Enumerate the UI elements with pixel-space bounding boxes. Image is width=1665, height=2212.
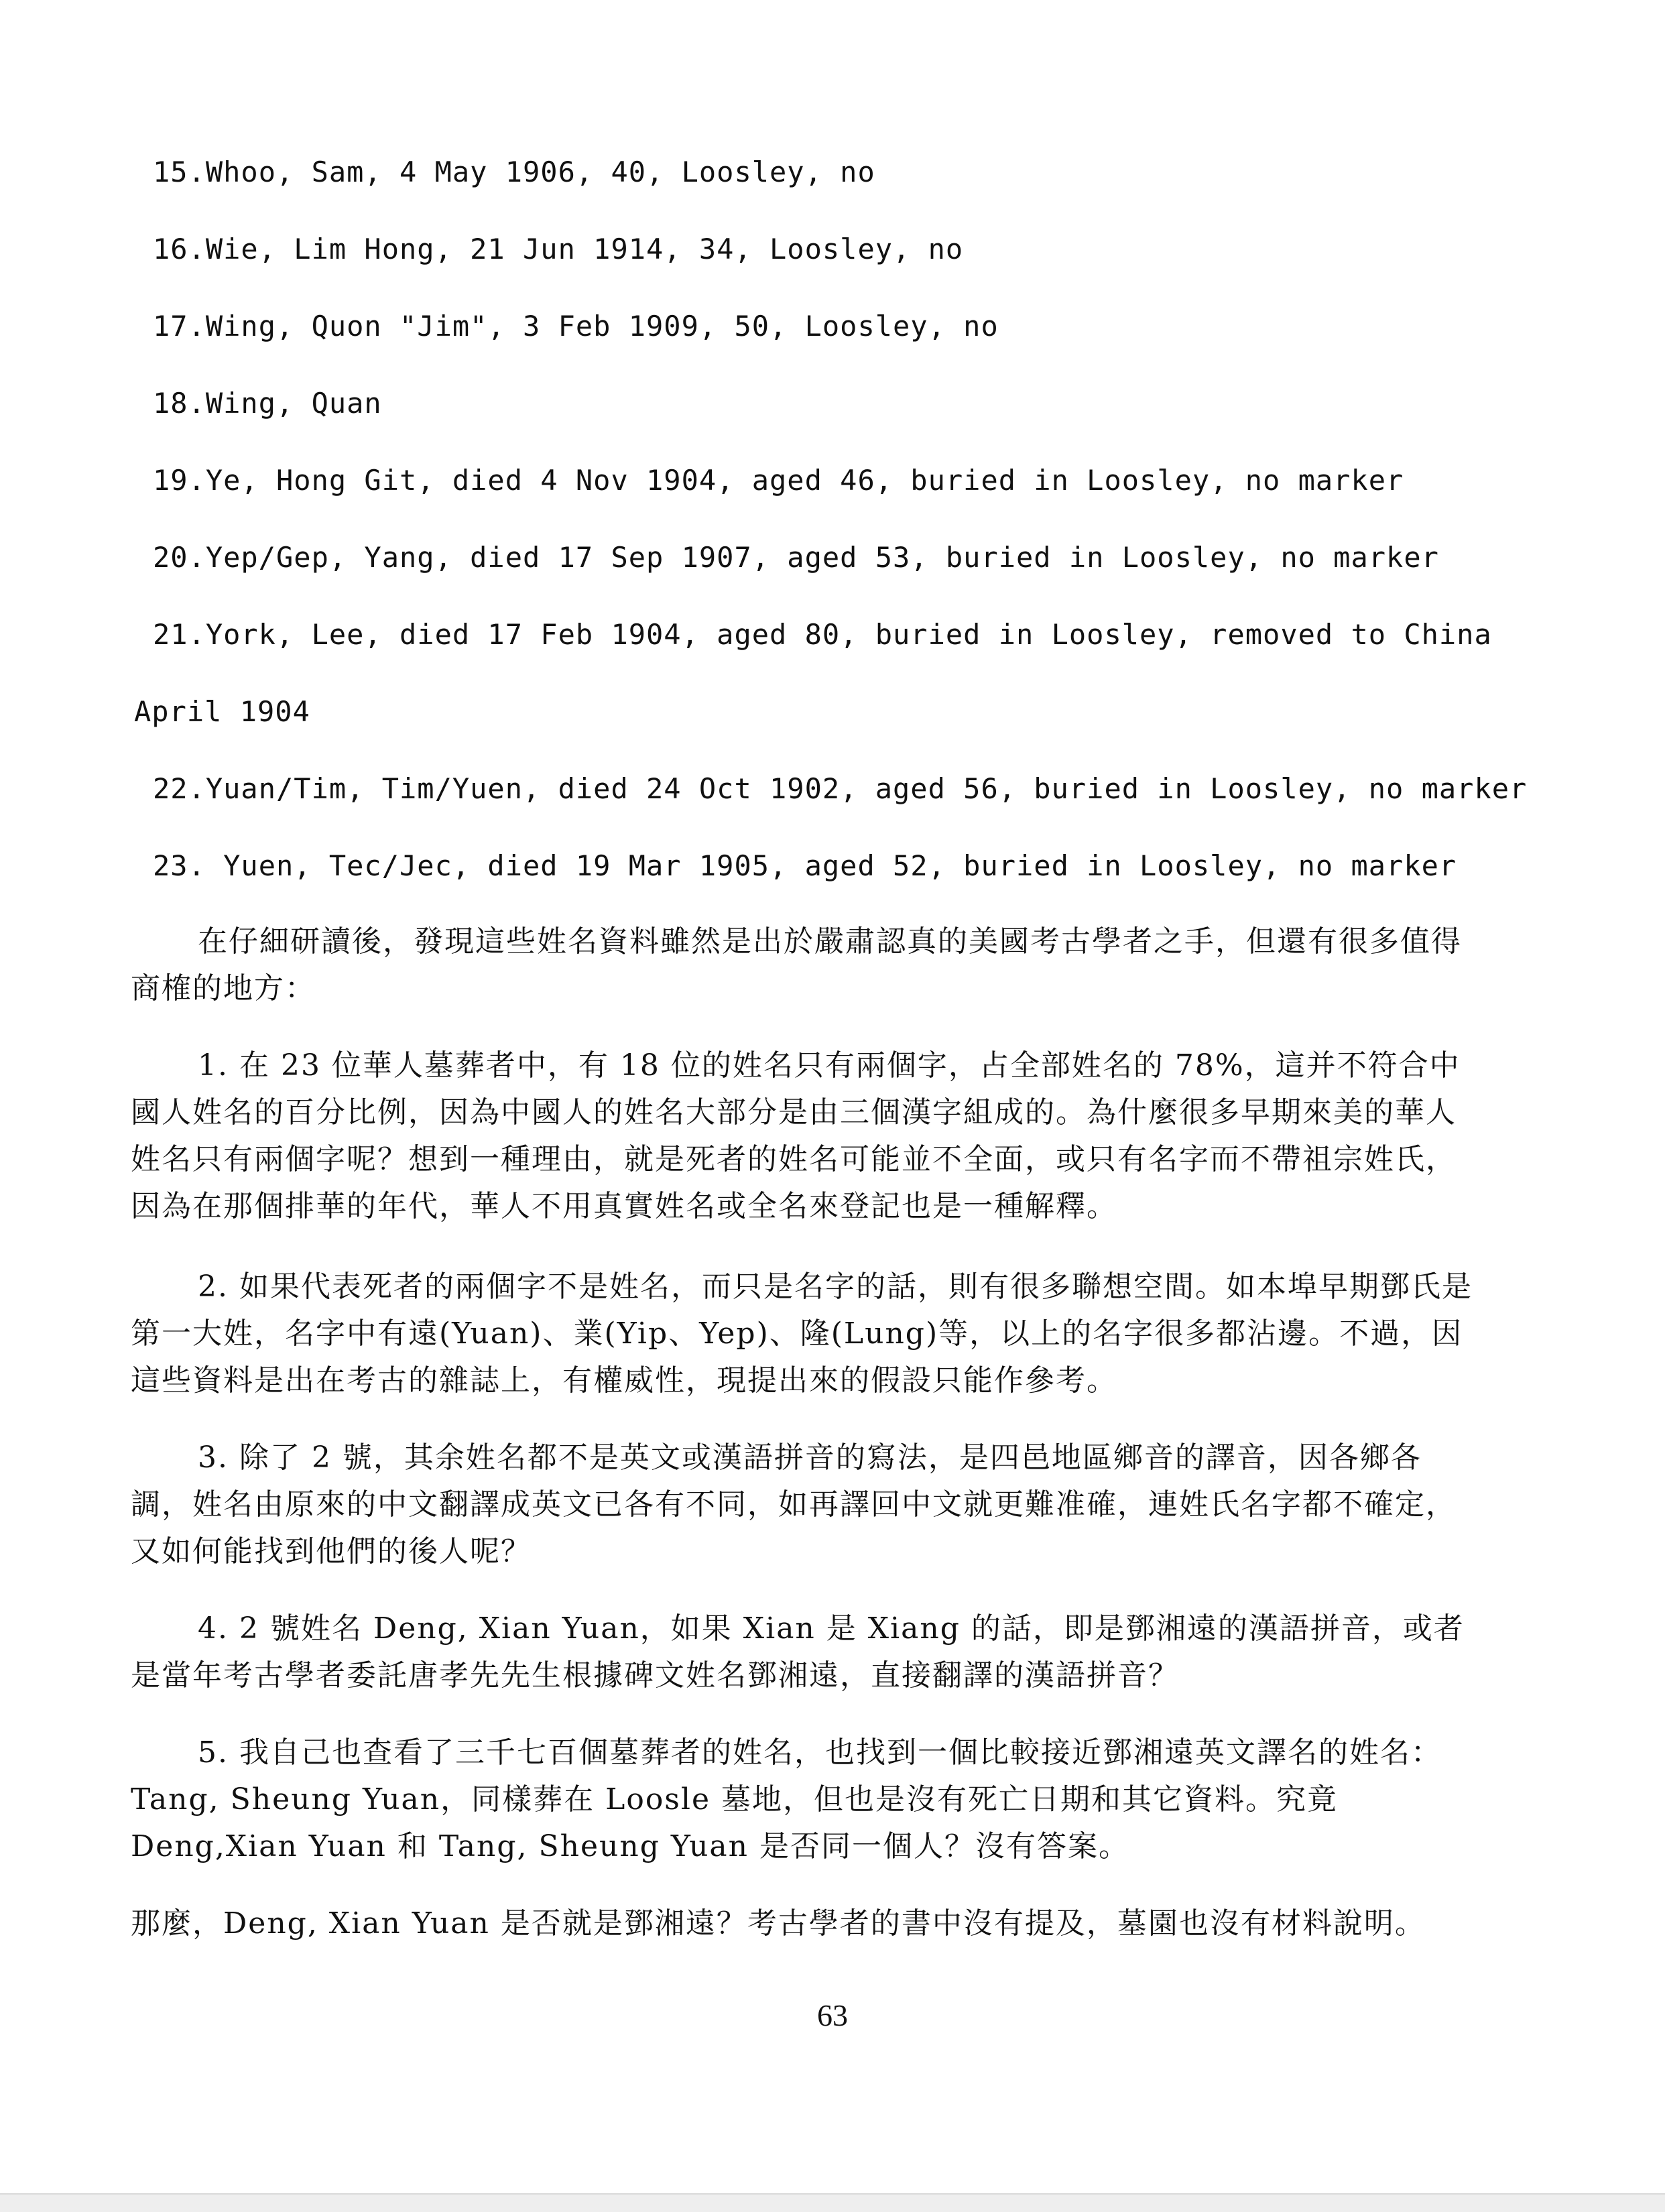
entry-21: 21.York, Lee, died 17 Feb 1904, aged 80, buried in Loosley, removed to China — [153, 618, 1492, 651]
page-number: 63 — [817, 1998, 848, 2032]
point-5: 5. 我自己也查看了三千七百個墓葬者的姓名，也找到一個比較接近鄧湘遠英文譯名的姓名：Tang, Sheung Yuan，同樣葬在 Loosle 墓地，但也是沒有死亡日期和其它資料。究竟 Deng,Xian Yuan 和 Tang, Sheung Yuan 是否同一個人？沒有答案。 — [131, 1735, 1442, 1863]
point-1: 1. 在 23 位華人墓葬者中，有 18 位的姓名只有兩個字，占全部姓名的 78%，這并不符合中國人姓名的百分比例，因為中國人的姓名大部分是由三個漢字組成的。為什麼很多早期來美的華人姓名只有兩個字呢？想到一種理由，就是死者的姓名可能並不全面，或只有名字而不帶祖宗姓氏，因為在那個排華的年代，華人不用真實姓名或全名來登記也是一種解釋。 — [131, 1048, 1461, 1223]
closing-paragraph: 那麼，Deng, Xian Yuan 是否就是鄧湘遠？考古學者的書中沒有提及，墓園也沒有材料說明。 — [131, 1906, 1426, 1941]
entry-16: 16.Wie, Lim Hong, 21 Jun 1914, 34, Loosley, no — [153, 233, 964, 265]
entry-22: 22.Yuan/Tim, Tim/Yuen, died 24 Oct 1902, aged 56, buried in Loosley, no marker — [153, 772, 1528, 805]
intro-paragraph: 在仔細研讀後，發現這些姓名資料雖然是出於嚴肅認真的美國考古學者之手，但還有很多值得商榷的地方： — [131, 924, 1462, 1005]
scan-bottom-edge — [0, 2193, 1665, 2212]
entry-23: 23. Yuen, Tec/Jec, died 19 Mar 1905, aged 52, buried in Loosley, no marker — [153, 849, 1457, 882]
entry-20: 20.Yep/Gep, Yang, died 17 Sep 1907, aged 53, buried in Loosley, no marker — [153, 541, 1439, 574]
entry-18: 18.Wing, Quan — [153, 387, 382, 420]
point-3: 3. 除了 2 號，其余姓名都不是英文或漢語拼音的寫法，是四邑地區鄉音的譯音，因各鄉各調，姓名由原來的中文翻譯成英文已各有不同，如再譯回中文就更難准確，連姓氏名字都不確定，又如何能找到他們的後人呢？ — [131, 1440, 1457, 1569]
point-4: 4. 2 號姓名 Deng, Xian Yuan，如果 Xian 是 Xiang 的話，即是鄧湘遠的漢語拼音，或者是當年考古學者委託唐孝先先生根據碑文姓名鄧湘遠，直接翻譯的漢語拼音？ — [131, 1611, 1465, 1693]
entry-15: 15.Whoo, Sam, 4 May 1906, 40, Loosley, no — [153, 156, 875, 188]
entry-19: 19.Ye, Hong Git, died 4 Nov 1904, aged 46, buried in Loosley, no marker — [153, 464, 1404, 497]
entry-17: 17.Wing, Quon "Jim", 3 Feb 1909, 50, Loosley, no — [153, 310, 999, 343]
entry-21-continuation: April 1904 — [134, 695, 310, 728]
point-2: 2. 如果代表死者的兩個字不是姓名，而只是名字的話，則有很多聯想空間。如本埠早期鄧氏是第一大姓，名字中有遠(Yuan)、業(Yip、Yep)、隆(Lung)等，以上的名字很多都沾邊。不過，因這些資料是出在考古的雜誌上，有權威性，現提出來的假設只能作參考。 — [131, 1270, 1473, 1398]
